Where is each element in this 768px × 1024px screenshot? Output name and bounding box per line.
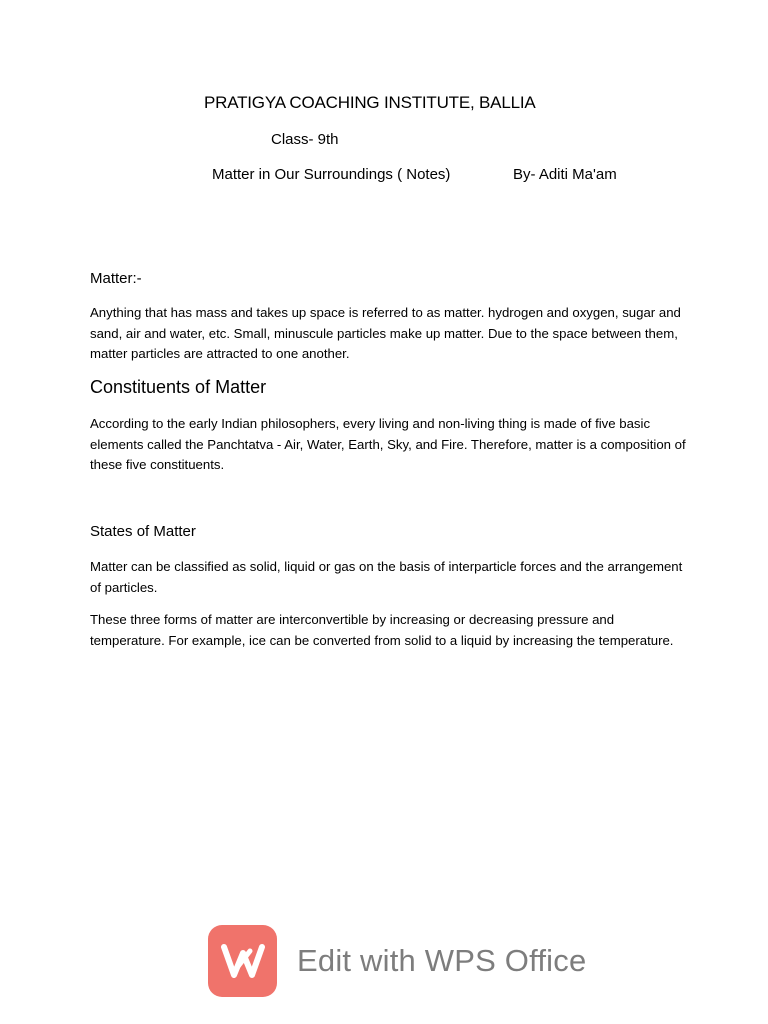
author-label: By- Aditi Ma'am [513, 166, 617, 183]
constituents-heading: Constituents of Matter [90, 377, 267, 397]
wps-watermark[interactable] [208, 925, 586, 997]
matter-paragraph: Anything that has mass and takes up space is referred to as matter. hydrogen and oxygen, sugar and sand, air and water, etc. Small, minuscule particles make up matter. Due to the space between them, matter particles are attracted to one another. [90, 305, 681, 361]
wps-watermark-text: Edit with WPS Office [297, 943, 587, 978]
wps-office-logo-icon [208, 925, 277, 997]
states-paragraph-2: These three forms of matter are interconvertible by increasing or decreasing pressure and temperature. For example, ice can be converted from solid to a liquid by increasing the temperature. [90, 612, 674, 648]
subject-title: Matter in Our Surroundings ( Notes) [212, 166, 451, 183]
states-heading: States of Matter [90, 523, 196, 540]
matter-heading: Matter:- [90, 270, 142, 287]
states-paragraph-1: Matter can be classified as solid, liquid or gas on the basis of interparticle forces and the arrangement of particles. [90, 559, 683, 595]
class-label: Class- 9th [271, 131, 339, 148]
constituents-paragraph: According to the early Indian philosophers, every living and non-living thing is made of five basic elements called the Panchtatva - Air, Water, Earth, Sky, and Fire. Therefore, matter is a composition of these five constituents. [90, 416, 686, 472]
page-title: PRATIGYA COACHING INSTITUTE, BALLIA [204, 93, 536, 112]
